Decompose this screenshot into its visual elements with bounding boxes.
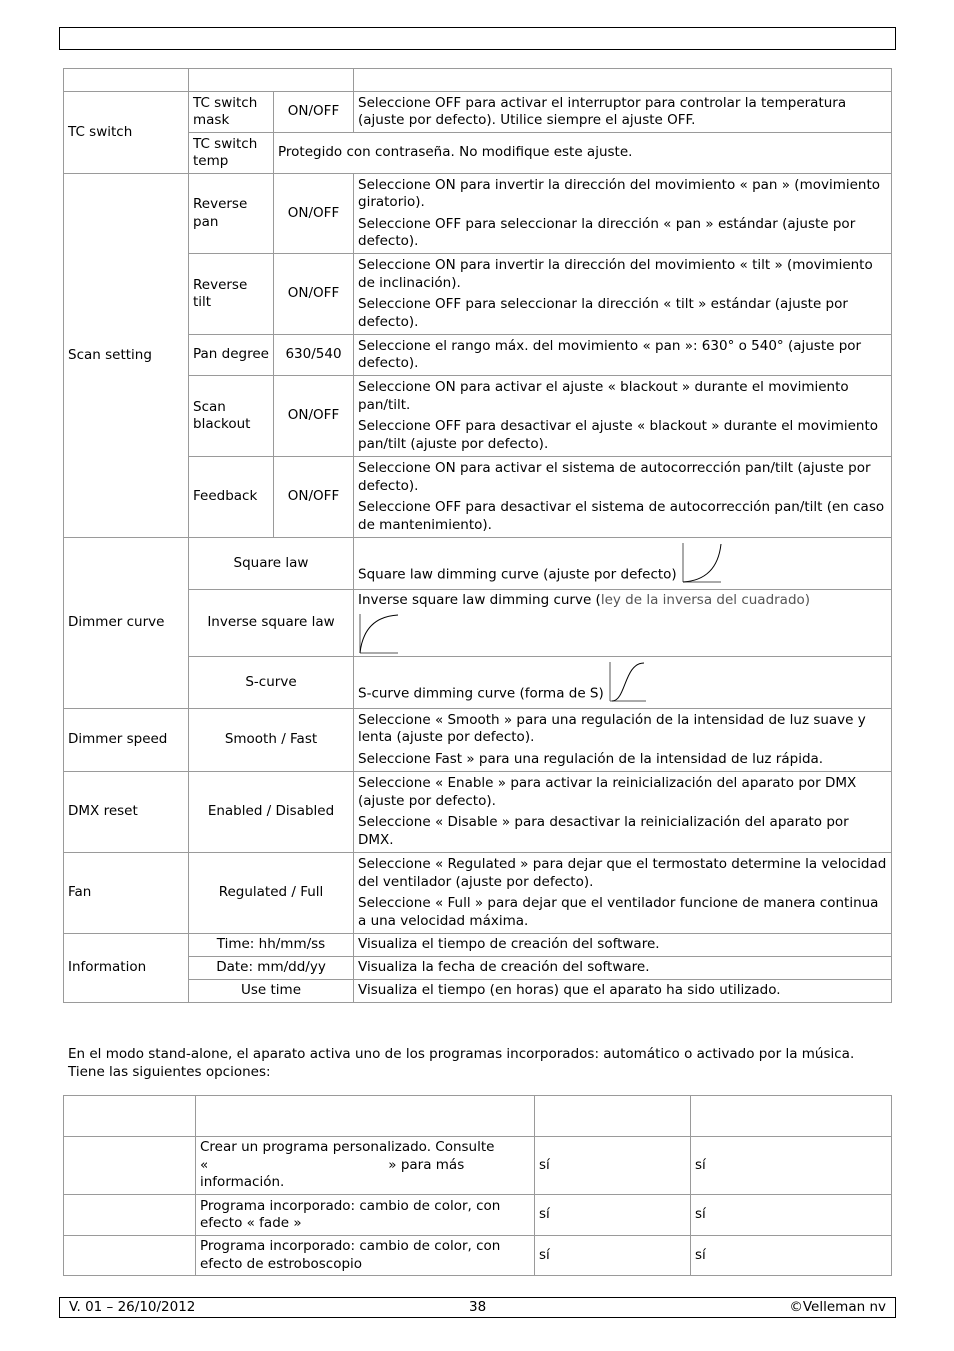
- description-text-gray: ley de la inversa del cuadrado): [600, 592, 811, 608]
- row-label: Information: [64, 934, 189, 1003]
- description-text: Square law dimming curve (ajuste por defecto): [358, 566, 677, 583]
- row-label: DMX reset: [64, 772, 189, 853]
- table-row: [64, 1236, 892, 1276]
- setting-value: Enabled / Disabled: [189, 772, 354, 853]
- table-row: [64, 133, 892, 174]
- programs-table: [63, 1095, 892, 1276]
- header-bar: [59, 27, 896, 50]
- program-value: sí: [535, 1236, 691, 1276]
- program-value: sí: [535, 1137, 691, 1195]
- sub-setting: Scan blackout: [189, 376, 274, 457]
- row-label: TC switch: [64, 92, 189, 174]
- table-header-row: [64, 69, 892, 92]
- description-line: Seleccione OFF para desactivar el sistema de autocorrección pan/tilt (en caso de mantenimiento).: [358, 499, 885, 533]
- row-label: Scan setting: [64, 174, 189, 538]
- setting-value: Use time: [189, 980, 354, 1003]
- setting-description: [354, 457, 892, 538]
- description-text: Inverse square law dimming curve (: [358, 592, 601, 608]
- setting-description: Protegido con contraseña. No modifique este ajuste.: [274, 133, 892, 174]
- square-law-curve-icon: [681, 542, 723, 584]
- footer-brand: ©Velleman nv: [789, 1299, 886, 1315]
- program-name-cell: [64, 1137, 196, 1195]
- table-row: [64, 254, 892, 335]
- table-row: [64, 174, 892, 254]
- program-name-cell: [64, 1195, 196, 1236]
- header-cell: [691, 1096, 892, 1137]
- setting-value: Square law: [189, 538, 354, 590]
- table-row: [64, 934, 892, 957]
- setting-description: Visualiza el tiempo (en horas) que el aparato ha sido utilizado.: [354, 980, 892, 1003]
- program-value: sí: [691, 1236, 892, 1276]
- sub-setting: Reverse tilt: [189, 254, 274, 335]
- footer-version: V. 01 – 26/10/2012: [69, 1299, 196, 1315]
- description-line: Seleccione ON para activar el ajuste « blackout » durante el movimiento pan/tilt.: [358, 379, 849, 413]
- table-row: [64, 92, 892, 133]
- program-description: [196, 1137, 535, 1195]
- table-row: [64, 335, 892, 376]
- table-row: [64, 1195, 892, 1236]
- setting-description: [354, 853, 892, 934]
- description-line: Seleccione ON para invertir la dirección del movimiento « tilt » (movimiento de inclinación).: [358, 257, 873, 291]
- setting-description: [354, 174, 892, 254]
- description-line: Seleccione Fast » para una regulación de la intensidad de luz rápida.: [358, 750, 824, 767]
- setting-value: ON/OFF: [274, 376, 354, 457]
- sub-setting: TC switch mask: [189, 92, 274, 133]
- footer-page-number: 38: [469, 1299, 487, 1315]
- setting-description: Visualiza el tiempo de creación del software.: [354, 934, 892, 957]
- table-row: [64, 457, 892, 538]
- table-row: [64, 538, 892, 590]
- description-line: Seleccione « Enable » para activar la reinicialización del aparato por DMX (ajuste por defecto).: [358, 775, 857, 809]
- program-name-cell: [64, 1236, 196, 1276]
- program-value: sí: [535, 1195, 691, 1236]
- setting-value: Smooth / Fast: [189, 709, 354, 772]
- program-description: Programa incorporado: cambio de color, con efecto de estroboscopio: [196, 1236, 535, 1276]
- settings-table: [63, 68, 892, 1003]
- description-line: Seleccione OFF para desactivar el ajuste « blackout » durante el movimiento pan/tilt (ajuste por defecto).: [358, 418, 879, 452]
- table-row: [64, 376, 892, 457]
- setting-value: Inverse square law: [189, 590, 354, 657]
- setting-value: S-curve: [189, 657, 354, 709]
- setting-value: ON/OFF: [274, 92, 354, 133]
- setting-description: [354, 590, 892, 657]
- quote-open: «: [200, 1156, 209, 1173]
- program-value: sí: [691, 1195, 892, 1236]
- sub-setting: Feedback: [189, 457, 274, 538]
- table-row: [64, 709, 892, 772]
- setting-value: Date: mm/dd/yy: [189, 957, 354, 980]
- inverse-square-law-curve-icon: [358, 613, 400, 655]
- setting-description: [354, 772, 892, 853]
- description-line: Seleccione OFF para seleccionar la dirección « tilt » estándar (ajuste por defecto).: [358, 296, 848, 330]
- setting-description: [354, 376, 892, 457]
- header-cell: [64, 1096, 196, 1137]
- description-line: Seleccione OFF para seleccionar la dirección « pan » estándar (ajuste por defecto).: [358, 215, 856, 249]
- sub-setting: Pan degree: [189, 335, 274, 376]
- setting-value: ON/OFF: [274, 174, 354, 254]
- row-label: Dimmer speed: [64, 709, 189, 772]
- description-line: Crear un programa personalizado. Consulte: [200, 1139, 495, 1156]
- header-cell: [189, 69, 354, 92]
- sub-setting: TC switch temp: [189, 133, 274, 174]
- description-line: información.: [200, 1174, 285, 1191]
- description-line: Seleccione « Smooth » para una regulación de la intensidad de luz suave y lenta (ajuste por defecto).: [358, 711, 866, 746]
- table-row: [64, 957, 892, 980]
- table-row: [64, 1137, 892, 1195]
- setting-description: [354, 538, 892, 590]
- header-cell: [64, 69, 189, 92]
- header-cell: [354, 69, 892, 92]
- table-row: [64, 853, 892, 934]
- setting-value: ON/OFF: [274, 254, 354, 335]
- description-line: Seleccione « Regulated » para dejar que el termostato determine la velocidad del ventilador (ajuste por defecto).: [358, 856, 887, 890]
- header-cell: [535, 1096, 691, 1137]
- program-value: sí: [691, 1137, 892, 1195]
- table-row: [64, 772, 892, 853]
- quote-close: » para más: [388, 1156, 465, 1173]
- table-row: [64, 590, 892, 657]
- row-label: Fan: [64, 853, 189, 934]
- setting-value: Time: hh/mm/ss: [189, 934, 354, 957]
- description-line: Seleccione ON para activar el sistema de autocorrección pan/tilt (ajuste por defecto).: [358, 460, 871, 494]
- setting-value: ON/OFF: [274, 457, 354, 538]
- s-curve-icon: [608, 661, 648, 703]
- description-line: [200, 1157, 530, 1175]
- table-row: [64, 657, 892, 709]
- description-line: Seleccione ON para invertir la dirección del movimiento « pan » (movimiento giratorio).: [358, 176, 881, 210]
- setting-description: [354, 254, 892, 335]
- setting-value: 630/540: [274, 335, 354, 376]
- setting-description: Seleccione OFF para activar el interruptor para controlar la temperatura (ajuste por defecto). Utilice siempre el ajuste OFF.: [354, 92, 892, 133]
- program-description: Programa incorporado: cambio de color, con efecto « fade »: [196, 1195, 535, 1236]
- setting-description: Seleccione el rango máx. del movimiento « pan »: 630° o 540° (ajuste por defecto).: [354, 335, 892, 376]
- table-header-row: [64, 1096, 892, 1137]
- setting-description: [354, 657, 892, 709]
- row-label: Dimmer curve: [64, 538, 189, 709]
- sub-setting: Reverse pan: [189, 174, 274, 254]
- description-line: Seleccione « Disable » para desactivar la reinicialización del aparato por DMX.: [358, 814, 849, 848]
- setting-description: [354, 709, 892, 772]
- setting-value: Regulated / Full: [189, 853, 354, 934]
- table-row: [64, 980, 892, 1003]
- intro-paragraph: En el modo stand-alone, el aparato activa uno de los programas incorporados: automático o activado por la música. Tiene las siguientes opciones:: [68, 1046, 855, 1080]
- page-footer: [59, 1297, 896, 1318]
- header-cell: [196, 1096, 535, 1137]
- setting-description: Visualiza la fecha de creación del software.: [354, 957, 892, 980]
- description-text: S-curve dimming curve (forma de S): [358, 685, 604, 702]
- description-line: Seleccione « Full » para dejar que el ventilador funcione de manera continua a una velocidad máxima.: [358, 895, 879, 929]
